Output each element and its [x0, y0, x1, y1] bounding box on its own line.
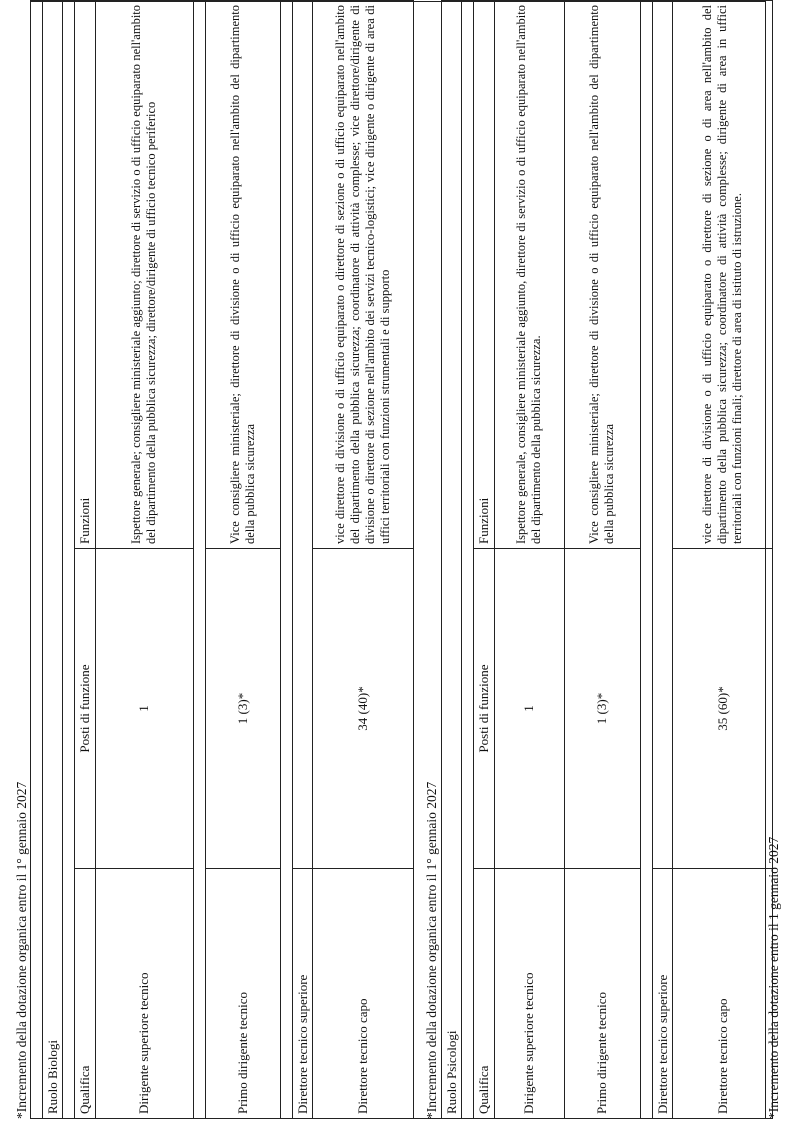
funzioni-cell: Vice consigliere ministeriale; direttore di divisione o di ufficio equiparato nell'ambito del dipartimento della pubblica sicurezza: [205, 0, 280, 548]
header-posti: Posti di funzione: [474, 549, 494, 869]
spacer-cell: [292, 0, 312, 868]
spacer-row: [193, 0, 205, 1118]
qualifica-cell: Primo dirigente tecnico: [205, 869, 280, 1119]
spacer-row: [462, 0, 474, 1118]
spacer-cell: [652, 0, 672, 868]
qualifica-cell: Dirigente superiore tecnico: [494, 869, 564, 1119]
qualifica-cell: Primo dirigente tecnico: [564, 869, 640, 1119]
header-qualifica: Qualifica: [75, 869, 95, 1119]
posti-cell: 35 (60)*: [672, 549, 772, 869]
spacer-row: [640, 0, 652, 1118]
funzioni-cell: vice direttore di divisione o di ufficio equiparato o direttore di sezione o di ufficio equiparato nell'ambito del dipartimento della pubblica sicurezza; coordinatore di attività complesse; vice direttore/dirigente di divisione o direttore di sezione nell'ambito dei servizi tecnico-logistici; vice dirigente o dirigente di area di uffici territoriali con funzioni strumentali e di supporto: [312, 0, 413, 548]
funzioni-cell: Ispettore generale; consigliere ministeriale aggiunto; direttore di servizio o di ufficio equiparato nell'ambito del dipartimento della pubblica sicurezza; direttore/dirigente di ufficio tecnico periferico: [95, 0, 193, 548]
spacer-row: [31, 0, 43, 1118]
note-top: *Incremento della dotazione organica entro il 1° gennaio 2027: [14, 781, 29, 1119]
qualifica-cell: Dirigente superiore tecnico: [95, 869, 193, 1119]
header-funzioni: Funzioni: [474, 0, 494, 548]
qualifica-cell: Direttore tecnico capo: [312, 869, 413, 1119]
table-biologi: [30, 0, 414, 1119]
spacer-row: [280, 0, 292, 1118]
spacer-row: [63, 0, 75, 1118]
posti-cell: 1 (3)*: [205, 549, 280, 869]
posti-cell: 1: [95, 549, 193, 869]
group-label: Direttore tecnico superiore: [652, 869, 672, 1119]
header-qualifica: Qualifica: [474, 869, 494, 1119]
section-title-biologi: Ruolo Biologi: [43, 0, 63, 1118]
section-title-psicologi: Ruolo Psicologi: [442, 0, 462, 1118]
note-bottom: *Incremento della dotazione entro il 1 gennaio 2027: [766, 836, 781, 1119]
header-posti: Posti di funzione: [75, 549, 95, 869]
note-middle: *Incremento della dotazione organica entro il 1° gennaio 2027: [424, 781, 439, 1119]
posti-cell: 1 (3)*: [564, 549, 640, 869]
qualifica-cell: Direttore tecnico capo: [672, 869, 772, 1119]
funzioni-cell: vice direttore di divisione o di ufficio equiparato o direttore di sezione o di area nell'ambito del dipartimento della pubblica sicurezza; coordinatore di attività complesse; dirigente di area in uffici territoriali con funzioni finali; direttore di area di istituto di istruzione.: [672, 0, 772, 548]
header-funzioni: Funzioni: [75, 0, 95, 548]
group-label: Direttore tecnico superiore: [292, 869, 312, 1119]
table-psicologi: [441, 0, 773, 1119]
posti-cell: 1: [494, 549, 564, 869]
funzioni-cell: Vice consigliere ministeriale; direttore di divisione o di ufficio equiparato nell'ambito del dipartimento della pubblica sicurezza: [564, 0, 640, 548]
posti-cell: 34 (40)*: [312, 549, 413, 869]
funzioni-cell: Ispettore generale, consigliere ministeriale aggiunto, direttore di servizio o di ufficio equiparato nell'ambito del dipartimento della pubblica sicurezza.: [494, 0, 564, 548]
